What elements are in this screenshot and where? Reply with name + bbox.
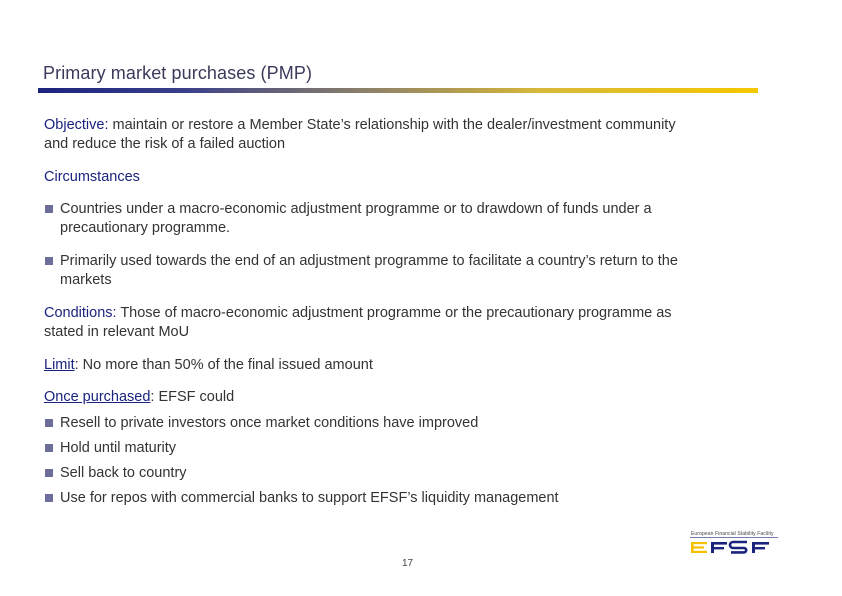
objective-line-1 [44, 116, 676, 135]
page-number: 17 [402, 558, 414, 569]
bullet-square-icon [45, 257, 53, 265]
bullet-square-icon [45, 419, 53, 427]
once-purchased-line [44, 388, 234, 407]
purchase-option-text: Resell to private investors once market conditions have improved [60, 415, 479, 431]
objective-line-2: and reduce the risk of a failed auction [44, 136, 286, 152]
logo-caption: European Financial Stability Facility [691, 531, 774, 537]
conditions-label: Conditions: [44, 305, 117, 321]
circumstance-bullet-1-line-1: Countries under a macro-economic adjustment programme or to drawdown of funds under a [60, 201, 652, 217]
objective-label: Objective: [44, 117, 109, 133]
purchase-option-text: Hold until maturity [60, 440, 177, 456]
bullet-square-icon [45, 444, 53, 452]
circumstance-bullet-2-line-1: Primarily used towards the end of an adjustment programme to facilitate a country’s return to the [60, 253, 678, 269]
circumstance-bullet-1 [44, 200, 652, 238]
once-purchased-label: Once purchased [44, 389, 151, 405]
conditions-text-1: Those of macro-economic adjustment programme or the precautionary programme as [116, 305, 672, 321]
conditions-line-1 [44, 304, 672, 323]
purchase-option-bullet [44, 439, 176, 458]
purchase-option-bullet [44, 414, 478, 433]
bullet-square-icon [45, 469, 53, 477]
circumstances-heading: Circumstances [44, 169, 140, 185]
limit-line [44, 356, 373, 375]
conditions-line-2: stated in relevant MoU [44, 324, 190, 340]
purchase-option-text: Sell back to country [60, 465, 187, 481]
circumstance-bullet-1-line-2: precautionary programme. [60, 220, 231, 236]
purchase-option-text: Use for repos with commercial banks to support EFSF’s liquidity management [60, 490, 559, 506]
objective-text-1: maintain or restore a Member State’s relationship with the dealer/investment community [108, 117, 676, 133]
limit-label: Limit [44, 357, 75, 373]
title-divider [38, 88, 758, 93]
circumstance-bullet-2 [44, 252, 678, 290]
bullet-square-icon [45, 205, 53, 213]
once-purchased-text: : EFSF could [150, 389, 235, 405]
circumstance-bullet-2-line-2: markets [60, 272, 112, 288]
slide-title: Primary market purchases (PMP) [43, 63, 313, 83]
purchase-option-bullet [44, 464, 187, 483]
purchase-option-bullet [44, 489, 559, 508]
efsf-logo [688, 528, 780, 556]
bullet-square-icon [45, 494, 53, 502]
limit-text: : No more than 50% of the final issued amount [74, 357, 373, 373]
